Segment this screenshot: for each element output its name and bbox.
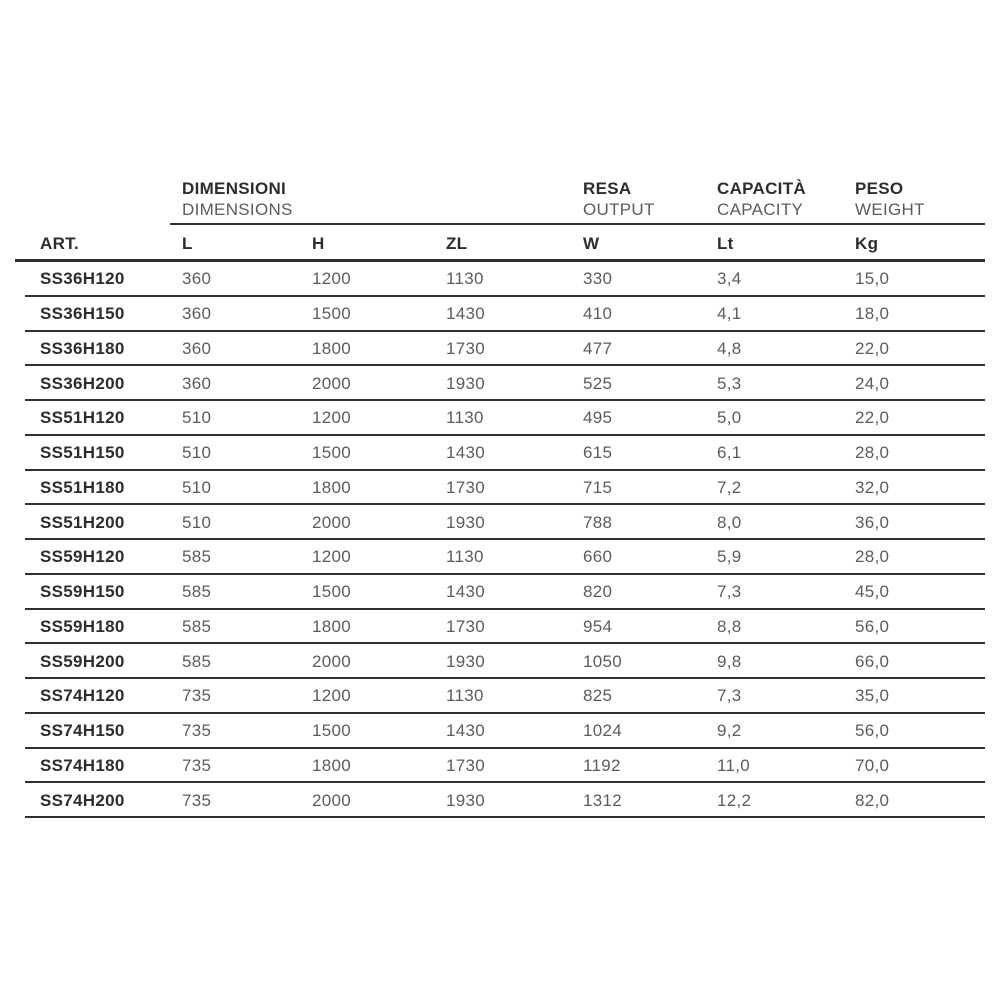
kg-cell: 35,0	[855, 686, 890, 706]
group-header-secondary: CAPACITY	[717, 200, 804, 219]
lt-cell: 6,1	[717, 443, 742, 463]
lt-cell: 7,3	[717, 582, 742, 602]
zl-cell: 1430	[446, 443, 486, 463]
w-cell: 825	[583, 686, 613, 706]
l-cell: 585	[182, 616, 212, 636]
lt-cell: 4,1	[717, 304, 742, 324]
table-row	[15, 366, 985, 401]
w-cell: 477	[583, 338, 613, 358]
table-row	[15, 297, 985, 332]
l-cell: 735	[182, 790, 212, 810]
lt-cell: 5,0	[717, 408, 742, 428]
kg-cell: 24,0	[855, 373, 890, 393]
l-cell: 735	[182, 755, 212, 775]
h-cell: 1800	[312, 616, 352, 636]
h-cell: 1500	[312, 443, 352, 463]
art-cell: SS59H150	[40, 582, 125, 602]
w-cell: 1024	[583, 721, 623, 741]
art-cell: SS51H120	[40, 408, 125, 428]
kg-cell: 28,0	[855, 443, 890, 463]
h-cell: 2000	[312, 790, 352, 810]
lt-cell: 7,3	[717, 686, 742, 706]
lt-cell: 8,8	[717, 616, 742, 636]
art-cell: SS51H200	[40, 512, 125, 532]
l-cell: 585	[182, 582, 212, 602]
kg-cell: 22,0	[855, 408, 890, 428]
h-cell: 1200	[312, 408, 352, 428]
h-cell: 1200	[312, 547, 352, 567]
table-row	[15, 610, 985, 645]
art-cell: SS36H150	[40, 304, 125, 324]
table-row	[15, 505, 985, 540]
zl-cell: 1730	[446, 616, 486, 636]
kg-cell: 18,0	[855, 304, 890, 324]
w-cell: 1050	[583, 651, 623, 671]
kg-cell: 32,0	[855, 477, 890, 497]
zl-cell: 1130	[446, 408, 484, 428]
table-row	[15, 262, 985, 297]
group-header-dimensions	[182, 178, 583, 220]
spec-table	[15, 178, 985, 818]
w-cell: 1192	[583, 755, 621, 775]
table-row	[15, 401, 985, 436]
w-cell: 615	[583, 443, 613, 463]
art-cell: SS74H180	[40, 755, 125, 775]
lt-cell: 7,2	[717, 477, 742, 497]
lt-cell: 12,2	[717, 790, 752, 810]
table-row	[15, 714, 985, 749]
lt-cell: 9,8	[717, 651, 742, 671]
kg-cell: 70,0	[855, 755, 890, 775]
zl-cell: 1130	[446, 269, 484, 289]
kg-cell: 45,0	[855, 582, 890, 602]
w-cell: 820	[583, 582, 613, 602]
table-row	[15, 332, 985, 367]
l-cell: 585	[182, 547, 212, 567]
lt-cell: 9,2	[717, 721, 742, 741]
zl-cell: 1730	[446, 338, 486, 358]
kg-cell: 22,0	[855, 338, 890, 358]
group-header-primary: PESO	[855, 179, 904, 198]
l-cell: 510	[182, 477, 212, 497]
w-cell: 715	[583, 477, 613, 497]
lt-cell: 3,4	[717, 269, 742, 289]
table-row	[15, 783, 985, 818]
l-cell: 360	[182, 338, 212, 358]
lt-cell: 11,0	[717, 755, 751, 775]
h-cell: 1200	[312, 269, 352, 289]
h-cell: 1500	[312, 582, 352, 602]
group-header-capacity	[717, 178, 855, 220]
group-header-secondary: WEIGHT	[855, 200, 925, 219]
zl-cell: 1730	[446, 477, 486, 497]
w-cell: 525	[583, 373, 613, 393]
zl-cell: 1730	[446, 755, 486, 775]
column-header-kg: Kg	[855, 233, 879, 253]
column-header-l: L	[182, 233, 193, 253]
kg-cell: 56,0	[855, 721, 890, 741]
kg-cell: 66,0	[855, 651, 890, 671]
w-cell: 954	[583, 616, 613, 636]
kg-cell: 15,0	[855, 269, 890, 289]
l-cell: 735	[182, 721, 212, 741]
h-cell: 1500	[312, 721, 352, 741]
column-header-zl: ZL	[446, 233, 468, 253]
l-cell: 585	[182, 651, 212, 671]
w-cell: 410	[583, 304, 613, 324]
art-cell: SS51H180	[40, 477, 125, 497]
group-header-row	[15, 178, 985, 225]
l-cell: 510	[182, 512, 212, 532]
w-cell: 330	[583, 269, 613, 289]
lt-cell: 5,9	[717, 547, 742, 567]
zl-cell: 1430	[446, 721, 486, 741]
zl-cell: 1930	[446, 651, 486, 671]
kg-cell: 56,0	[855, 616, 890, 636]
w-cell: 1312	[583, 790, 623, 810]
group-header-primary: RESA	[583, 179, 632, 198]
zl-cell: 1130	[446, 547, 484, 567]
h-cell: 1800	[312, 755, 352, 775]
art-cell: SS59H120	[40, 547, 125, 567]
kg-cell: 82,0	[855, 790, 890, 810]
h-cell: 2000	[312, 373, 352, 393]
column-header-row	[15, 225, 985, 262]
art-cell: SS51H150	[40, 443, 125, 463]
art-cell: SS59H200	[40, 651, 125, 671]
group-header-primary: CAPACITÀ	[717, 179, 806, 198]
l-cell: 510	[182, 443, 212, 463]
h-cell: 1500	[312, 304, 352, 324]
group-header-span	[182, 178, 985, 225]
art-cell: SS36H200	[40, 373, 125, 393]
zl-cell: 1930	[446, 790, 486, 810]
l-cell: 735	[182, 686, 212, 706]
h-cell: 1800	[312, 338, 352, 358]
group-header-spacer	[15, 178, 182, 225]
table-row	[15, 679, 985, 714]
w-cell: 660	[583, 547, 613, 567]
column-header-art: ART.	[40, 233, 79, 253]
group-header-weight	[855, 178, 985, 220]
table-row	[15, 749, 985, 784]
art-cell: SS74H120	[40, 686, 125, 706]
table-body	[15, 262, 985, 818]
table-row	[15, 436, 985, 471]
table-row	[15, 644, 985, 679]
l-cell: 360	[182, 269, 212, 289]
group-header-secondary: OUTPUT	[583, 200, 655, 219]
kg-cell: 28,0	[855, 547, 890, 567]
w-cell: 788	[583, 512, 613, 532]
kg-cell: 36,0	[855, 512, 890, 532]
lt-cell: 5,3	[717, 373, 742, 393]
h-cell: 2000	[312, 651, 352, 671]
table-row	[15, 471, 985, 506]
h-cell: 1800	[312, 477, 352, 497]
group-header-output	[583, 178, 717, 220]
group-header-secondary: DIMENSIONS	[182, 200, 293, 219]
lt-cell: 4,8	[717, 338, 742, 358]
column-header-h: H	[312, 233, 325, 253]
zl-cell: 1430	[446, 304, 486, 324]
art-cell: SS59H180	[40, 616, 125, 636]
l-cell: 360	[182, 373, 212, 393]
column-header-w: W	[583, 233, 600, 253]
art-cell: SS74H200	[40, 790, 125, 810]
h-cell: 2000	[312, 512, 352, 532]
table-row	[15, 540, 985, 575]
l-cell: 510	[182, 408, 212, 428]
art-cell: SS74H150	[40, 721, 125, 741]
group-header-primary: DIMENSIONI	[182, 179, 287, 198]
w-cell: 495	[583, 408, 613, 428]
l-cell: 360	[182, 304, 212, 324]
table-row	[15, 575, 985, 610]
zl-cell: 1930	[446, 512, 486, 532]
zl-cell: 1430	[446, 582, 486, 602]
zl-cell: 1130	[446, 686, 484, 706]
lt-cell: 8,0	[717, 512, 742, 532]
art-cell: SS36H180	[40, 338, 125, 358]
h-cell: 1200	[312, 686, 352, 706]
column-header-lt: Lt	[717, 233, 734, 253]
art-cell: SS36H120	[40, 269, 125, 289]
zl-cell: 1930	[446, 373, 486, 393]
